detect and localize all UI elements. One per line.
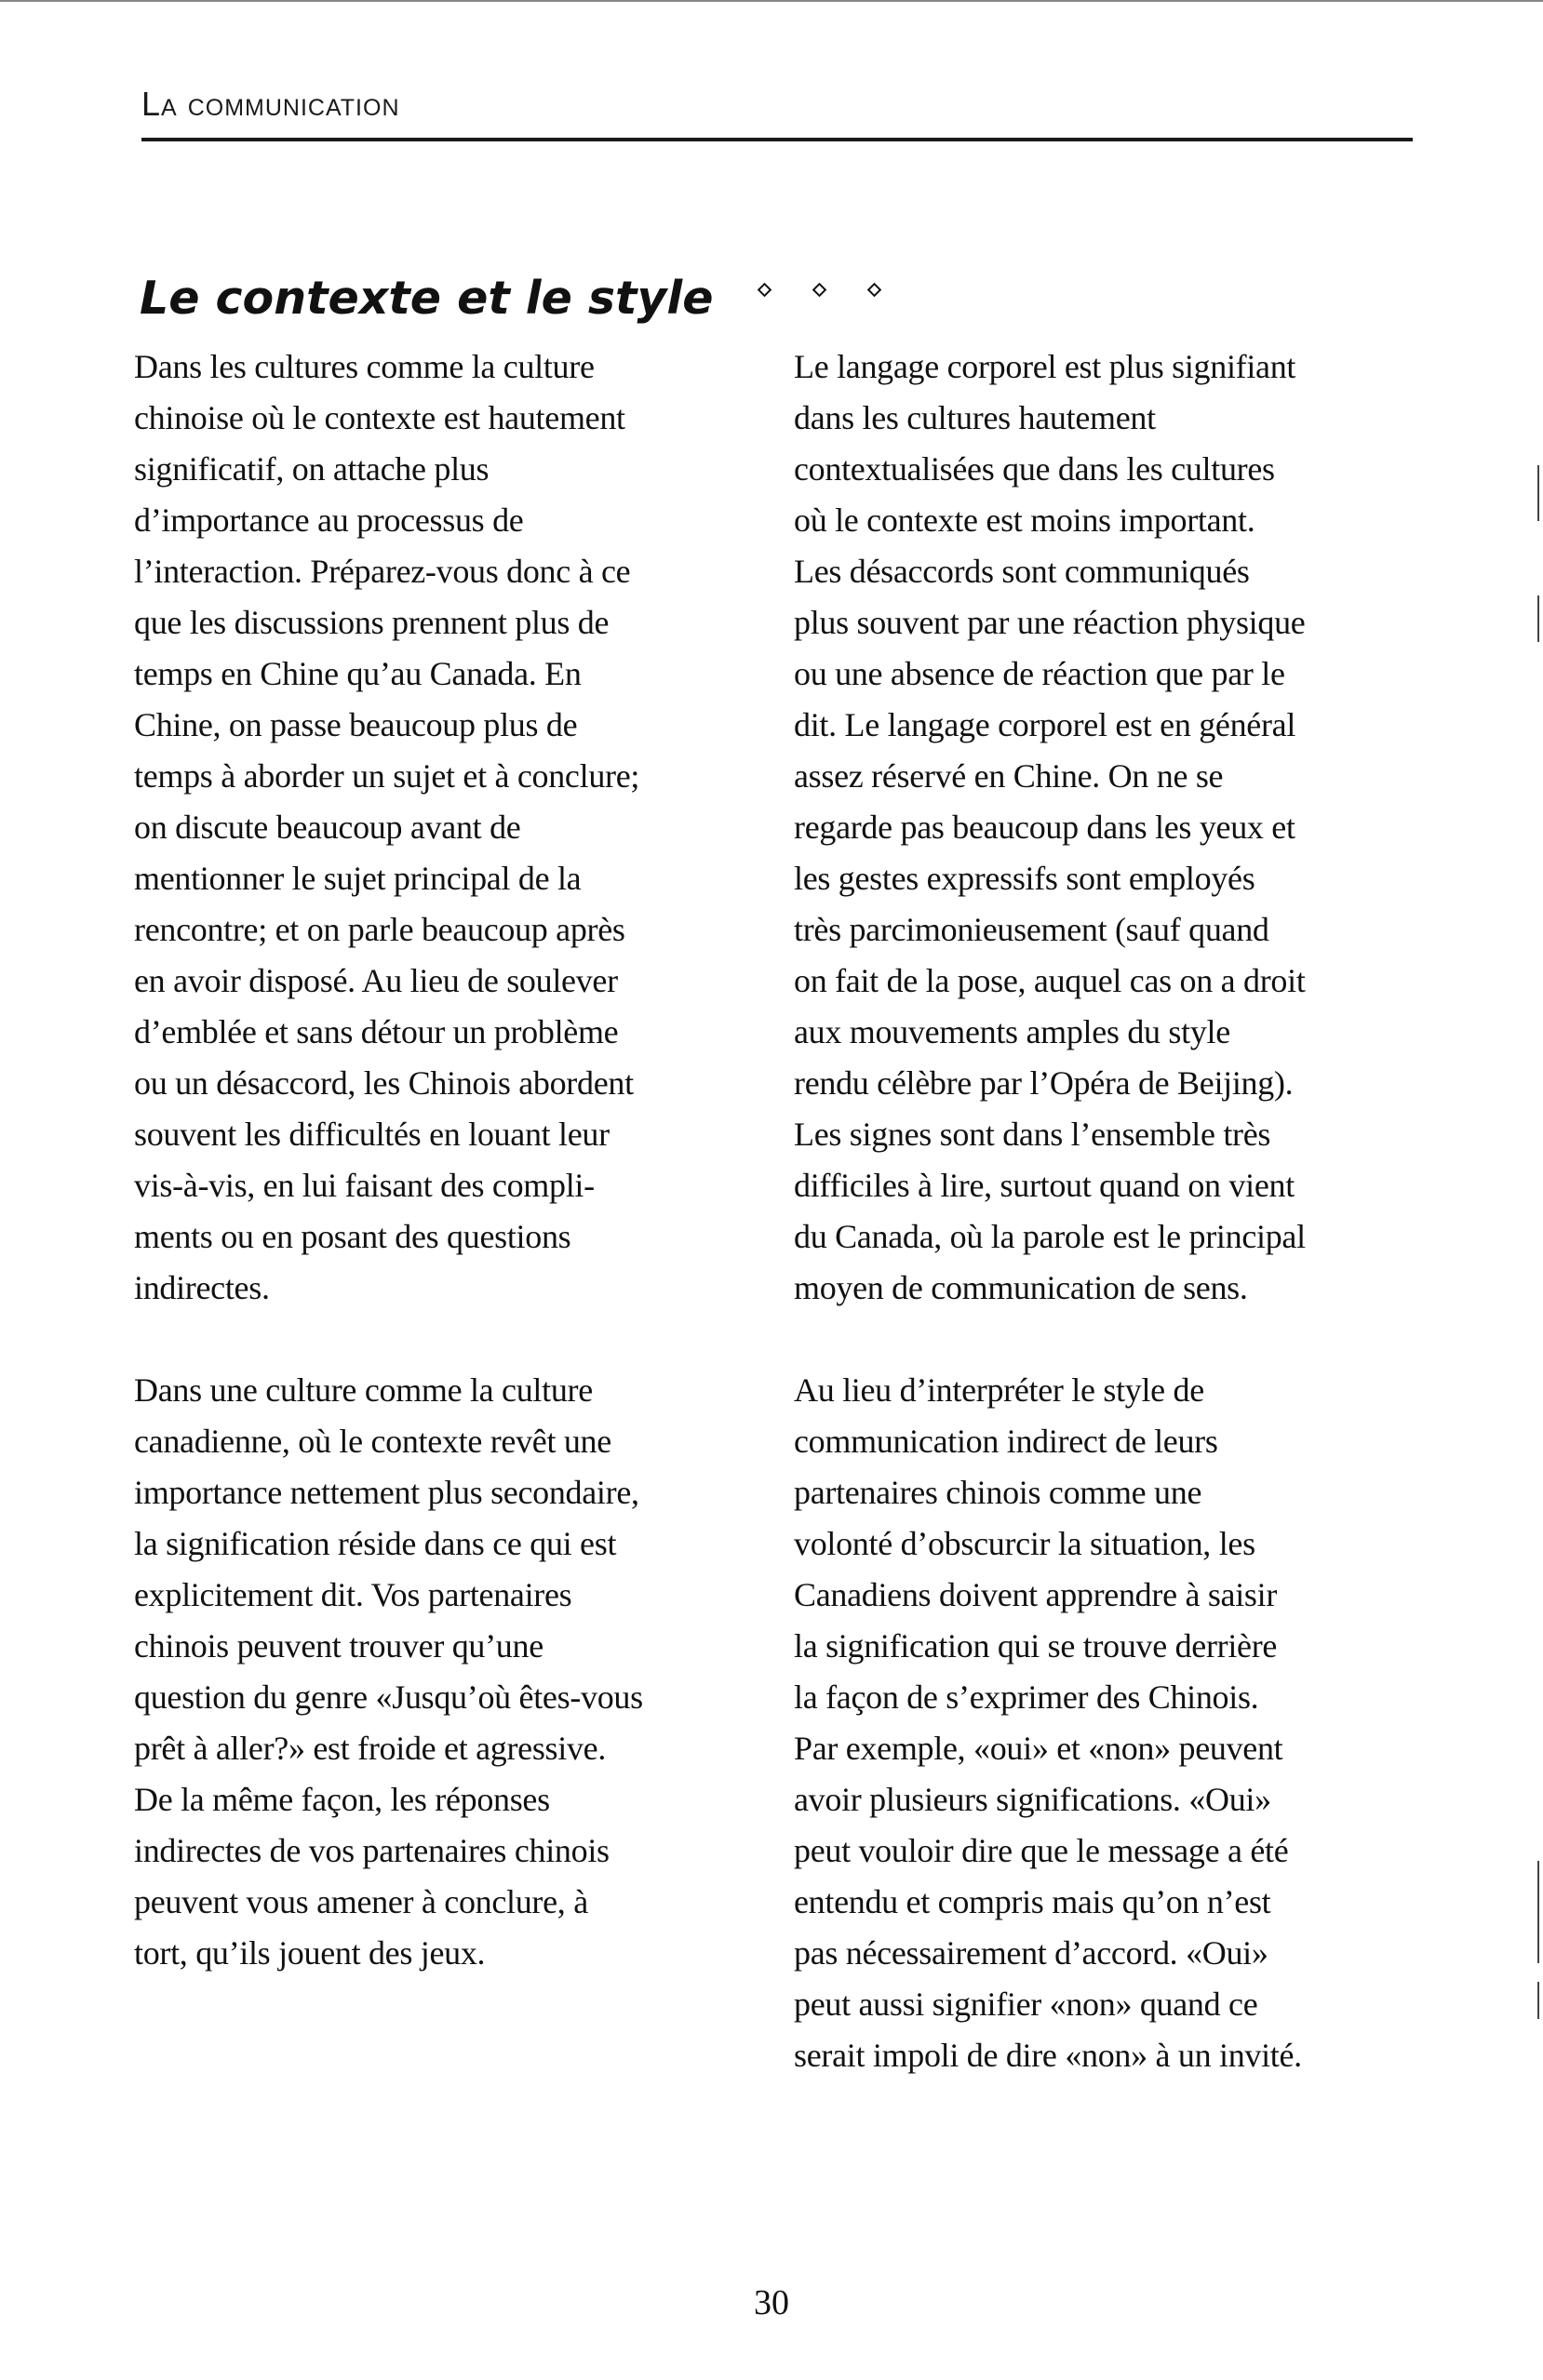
left-column bbox=[134, 341, 748, 1979]
scan-edge-mark bbox=[1537, 1982, 1539, 2019]
right-column bbox=[794, 341, 1408, 2081]
scan-edge-mark bbox=[1537, 595, 1539, 642]
scan-edge-mark bbox=[1537, 465, 1539, 521]
top-edge-rule bbox=[0, 0, 1543, 2]
running-header: La communication bbox=[141, 85, 400, 123]
left-paragraph-2: Dans une culture comme la culture canadienne, où le contexte revêt une importance nettement plus secondaire, la signification réside dans ce qui est explicitement dit. Vos partenaires chinois peuvent trouver qu’une question du genre «Jusqu’où êtes-vous prêt à aller?» est froide et agressive. De la même façon, les réponses indirectes de vos partenaires chinois peuvent vous amener à conclure, à tort, qu’ils jouent des jeux. bbox=[134, 1371, 643, 1972]
diamond-icon bbox=[867, 283, 883, 299]
title-ornaments bbox=[758, 283, 883, 299]
right-paragraph-1: Le langage corporel est plus signifiant dans les cultures hautement contextualisées que dans les cultures où le contexte est moins important. Les désaccords sont communiqués plus souvent par une réaction physique ou une absence de réaction que par le dit. Le langage corporel est en général assez réservé en Chine. On ne se regarde pas beaucoup dans les yeux et les gestes expressifs sont employés très parcimonieusement (sauf quand on fait de la pose, auquel cas on a droit aux mouvements amples du style rendu célèbre par l’Opéra de Beijing). Les signes sont dans l’ensemble très difficiles à lire, surtout quand on vient du Canada, où la parole est le principal moyen de communication de sens. bbox=[794, 348, 1306, 1306]
diamond-icon bbox=[758, 283, 773, 299]
page-number: 30 bbox=[754, 2283, 789, 2322]
right-paragraph-2: Au lieu d’interpréter le style de communication indirect de leurs partenaires chinois comme une volonté d’obscurcir la situation, les Canadiens doivent apprendre à saisir la signification qui se trouve derrière la façon de s’exprimer des Chinois. Par exemple, «oui» et «non» peuvent avoir plusieurs significations. «Oui» peut vouloir dire que le message a été entendu et compris mais qu’on n’est pas nécessairement d’accord. «Oui» peut aussi signifier «non» quand ce serait impoli de dire «non» à un invité. bbox=[794, 1371, 1302, 2074]
diamond-icon bbox=[812, 283, 828, 299]
header-rule bbox=[141, 138, 1413, 141]
left-paragraph-1: Dans les cultures comme la culture chinoise où le contexte est hautement significatif, on attache plus d’importance au processus de l’interaction. Préparez-vous donc à ce que les discussions prennent plus de temps en Chine qu’au Canada. En Chine, on passe beaucoup plus de temps à aborder un sujet et à conclure; on discute beaucoup avant de mentionner le sujet principal de la rencontre; et on parle beaucoup après en avoir disposé. Au lieu de soulever d’emblée et sans détour un problème ou un désaccord, les Chinois abordent souvent les difficultés en louant leur vis-à-vis, en lui faisant des compli- ments ou en posant des questions indirectes. bbox=[134, 348, 640, 1306]
section-title: Le contexte et le style bbox=[140, 272, 714, 325]
scan-edge-mark bbox=[1537, 1861, 1539, 1963]
